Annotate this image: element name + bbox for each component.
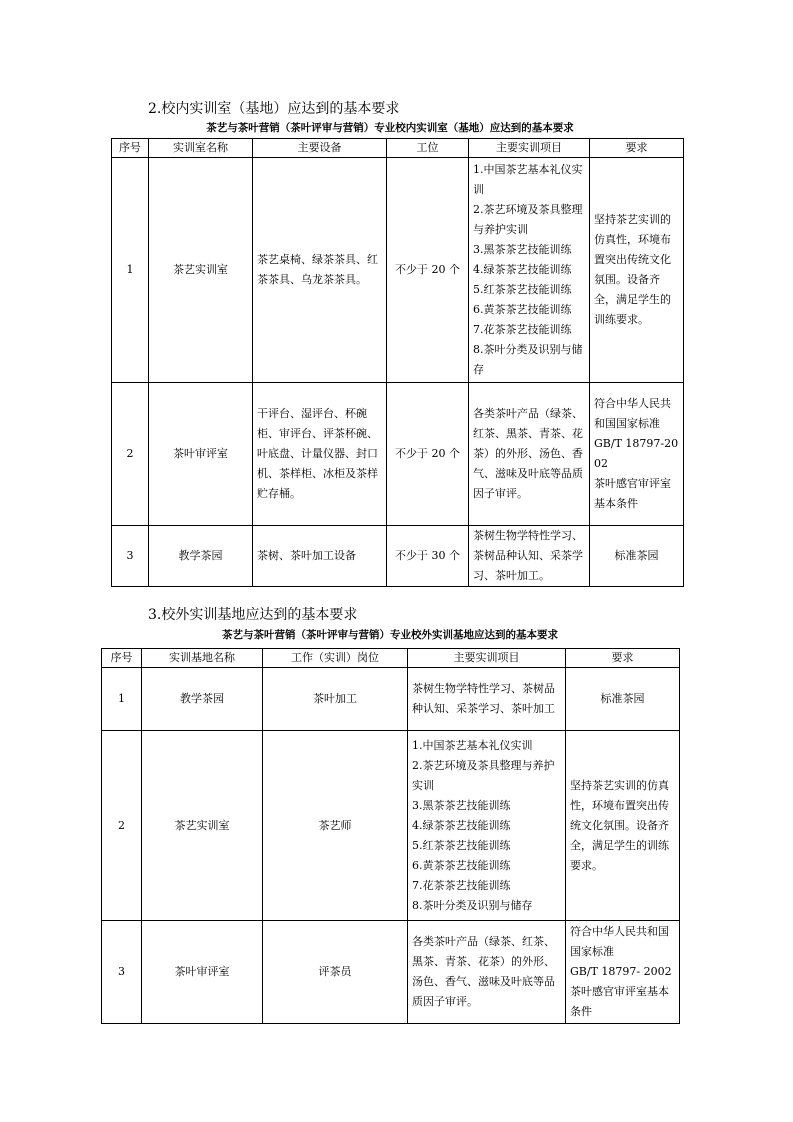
row-number: 1 — [112, 158, 149, 383]
header-cell: 序号 — [102, 649, 142, 668]
table-row — [102, 921, 680, 1024]
requirement-cell: 坚持茶艺实训的仿真性，环境布置突出传统文化氛围。设备齐全，满足学生的训练要求。 — [566, 731, 680, 921]
projects-cell: 茶树生物学特性学习、茶树品种认知、采茶学习、茶叶加工。 — [469, 526, 590, 587]
header-cell: 要求 — [590, 139, 684, 158]
table-row — [112, 158, 684, 383]
equipment-cell: 茶艺桌椅、绿茶茶具、红茶茶具、乌龙茶茶具。 — [253, 158, 387, 383]
equipment-cell: 茶树、茶叶加工设备 — [253, 526, 387, 587]
row-number: 3 — [102, 921, 142, 1024]
projects-cell: 1.中国茶艺基本礼仪实训 2.茶艺环境及茶具整理与养护实训 3.黑茶茶艺技能训练 4.绿茶茶艺技能训练 5.红茶茶艺技能训练 6.黄茶茶艺技能训练 7.花茶茶艺技能训练 8.茶叶分类及识别与储存 — [408, 731, 566, 921]
row-number: 2 — [102, 731, 142, 921]
header-cell: 工位 — [387, 139, 469, 158]
projects-cell: 1.中国茶艺基本礼仪实训 2.茶艺环境及茶具整理与养护实训 3.黑茶茶艺技能训练 4.绿茶茶艺技能训练 5.红茶茶艺技能训练 6.黄茶茶艺技能训练 7.花茶茶艺技能训练 8.茶叶分类及识别与储存 — [469, 158, 590, 383]
table-row — [112, 383, 684, 526]
header-cell: 实训室名称 — [149, 139, 253, 158]
room-name: 茶艺实训室 — [149, 158, 253, 383]
base-name: 茶叶审评室 — [142, 921, 263, 1024]
table-caption-internal: 茶艺与茶叶营销（茶叶评审与营销）专业校内实训室（基地）应达到的基本要求 — [206, 122, 574, 134]
header-cell: 实训基地名称 — [142, 649, 263, 668]
projects-cell: 各类茶叶产品（绿茶、红茶、黑茶、青茶、花茶）的外形、汤色、香气、滋味及叶底等品质因子审评。 — [469, 383, 590, 526]
stations-cell: 不少于 20 个 — [387, 158, 469, 383]
row-number: 2 — [112, 383, 149, 526]
post-cell: 评茶员 — [263, 921, 408, 1024]
projects-cell: 茶树生物学特性学习、茶树品种认知、采茶学习、茶叶加工 — [408, 668, 566, 731]
base-name: 茶艺实训室 — [142, 731, 263, 921]
table-header-row — [112, 139, 684, 158]
requirement-cell: 符合中华人民共和国国家标准 GB/T 18797-2002 茶叶感官审评室基本条件 — [590, 383, 684, 526]
row-number: 1 — [102, 668, 142, 731]
header-cell: 主要实训项目 — [408, 649, 566, 668]
stations-cell: 不少于 30 个 — [387, 526, 469, 587]
table-caption-external: 茶艺与茶叶营销（茶叶评审与营销）专业校外实训基地应达到的基本要求 — [222, 629, 558, 641]
header-cell: 主要设备 — [253, 139, 387, 158]
stations-cell: 不少于 20 个 — [387, 383, 469, 526]
header-cell: 序号 — [112, 139, 149, 158]
internal-training-table — [111, 138, 684, 587]
section-heading-external: 3.校外实训基地应达到的基本要求 — [148, 607, 358, 623]
table-row — [102, 668, 680, 731]
section-heading-internal: 2.校内实训室（基地）应达到的基本要求 — [148, 101, 400, 117]
room-name: 教学茶园 — [149, 526, 253, 587]
header-cell: 工作（实训）岗位 — [263, 649, 408, 668]
base-name: 教学茶园 — [142, 668, 263, 731]
post-cell: 茶艺师 — [263, 731, 408, 921]
post-cell: 茶叶加工 — [263, 668, 408, 731]
table-row — [102, 731, 680, 921]
requirement-cell: 坚持茶艺实训的仿真性，环境布置突出传统文化氛围。设备齐全，满足学生的训练要求。 — [590, 158, 684, 383]
requirement-cell: 标准茶园 — [566, 668, 680, 731]
projects-cell: 各类茶叶产品（绿茶、红茶、黑茶、青茶、花茶）的外形、汤色、香气、滋味及叶底等品质因子审评。 — [408, 921, 566, 1024]
equipment-cell: 干评台、湿评台、杯碗柜、审评台、评茶杯碗、叶底盘、计量仪器、封口机、茶样柜、冰柜及茶样贮存桶。 — [253, 383, 387, 526]
room-name: 茶叶审评室 — [149, 383, 253, 526]
header-cell: 主要实训项目 — [469, 139, 590, 158]
header-cell: 要求 — [566, 649, 680, 668]
requirement-cell: 符合中华人民共和国国家标准 GB/T 18797- 2002 茶叶感官审评室基本条件 — [566, 921, 680, 1024]
table-row — [112, 526, 684, 587]
table-header-row — [102, 649, 680, 668]
requirement-cell: 标准茶园 — [590, 526, 684, 587]
external-training-table — [101, 648, 680, 1024]
row-number: 3 — [112, 526, 149, 587]
